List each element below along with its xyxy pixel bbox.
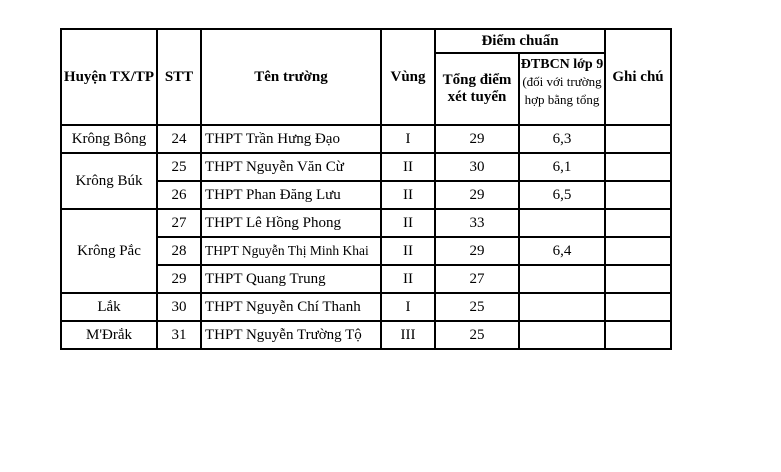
district-cell: M'Đrắk [61,321,157,349]
table-row [61,153,671,181]
total-score-cell: 29 [435,181,519,209]
note-cell [605,321,671,349]
table-row [61,125,671,153]
school-cell: THPT Nguyễn Thị Minh Khai [201,237,381,265]
dtbcn-cell [519,321,605,349]
note-cell [605,265,671,293]
note-cell [605,209,671,237]
stt-cell: 24 [157,125,201,153]
note-cell [605,237,671,265]
table-row [61,321,671,349]
zone-cell: II [381,265,435,293]
school-cell: THPT Nguyễn Trường Tộ [201,321,381,349]
header-dtbcn-title: ĐTBCN lớp 9 [520,57,604,72]
dtbcn-cell [519,209,605,237]
school-cell: THPT Nguyễn Văn Cừ [201,153,381,181]
district-cell: Lắk [61,293,157,321]
stt-cell: 27 [157,209,201,237]
zone-cell: II [381,237,435,265]
school-cell: THPT Nguyễn Chí Thanh [201,293,381,321]
district-cell: Krông Bông [61,125,157,153]
header-note: Ghi chú [605,29,671,125]
dtbcn-cell [519,265,605,293]
zone-cell: III [381,321,435,349]
district-cell: Krông Pắc [61,209,157,293]
stt-cell: 28 [157,237,201,265]
stt-cell: 31 [157,321,201,349]
zone-cell: II [381,209,435,237]
zone-cell: I [381,125,435,153]
note-cell [605,125,671,153]
dtbcn-cell: 6,1 [519,153,605,181]
header-dtbcn [519,53,605,125]
dtbcn-cell: 6,4 [519,237,605,265]
table-row [61,209,671,237]
total-score-cell: 25 [435,321,519,349]
header-district: Huyện TX/TP [61,29,157,125]
note-cell [605,153,671,181]
dtbcn-cell: 6,3 [519,125,605,153]
total-score-cell: 29 [435,125,519,153]
table-row [61,293,671,321]
school-cell: THPT Phan Đăng Lưu [201,181,381,209]
cutoff-score-table [60,28,672,350]
stt-cell: 30 [157,293,201,321]
total-score-cell: 25 [435,293,519,321]
note-cell [605,293,671,321]
stt-cell: 29 [157,265,201,293]
header-stt: STT [157,29,201,125]
note-cell [605,181,671,209]
zone-cell: II [381,181,435,209]
header-dtbcn-note: (đối với trường hợp bằng tổng [522,74,602,107]
dtbcn-cell: 6,5 [519,181,605,209]
dtbcn-cell [519,293,605,321]
zone-cell: I [381,293,435,321]
total-score-cell: 29 [435,237,519,265]
header-zone: Vùng [381,29,435,125]
stt-cell: 26 [157,181,201,209]
total-score-cell: 27 [435,265,519,293]
stt-cell: 25 [157,153,201,181]
header-cutoff-group: Điểm chuẩn [435,29,605,53]
school-cell: THPT Quang Trung [201,265,381,293]
header-school: Tên trường [201,29,381,125]
district-cell: Krông Búk [61,153,157,209]
school-cell: THPT Trần Hưng Đạo [201,125,381,153]
total-score-cell: 30 [435,153,519,181]
header-total-score: Tổng điểm xét tuyển [435,53,519,125]
school-cell: THPT Lê Hồng Phong [201,209,381,237]
zone-cell: II [381,153,435,181]
total-score-cell: 33 [435,209,519,237]
